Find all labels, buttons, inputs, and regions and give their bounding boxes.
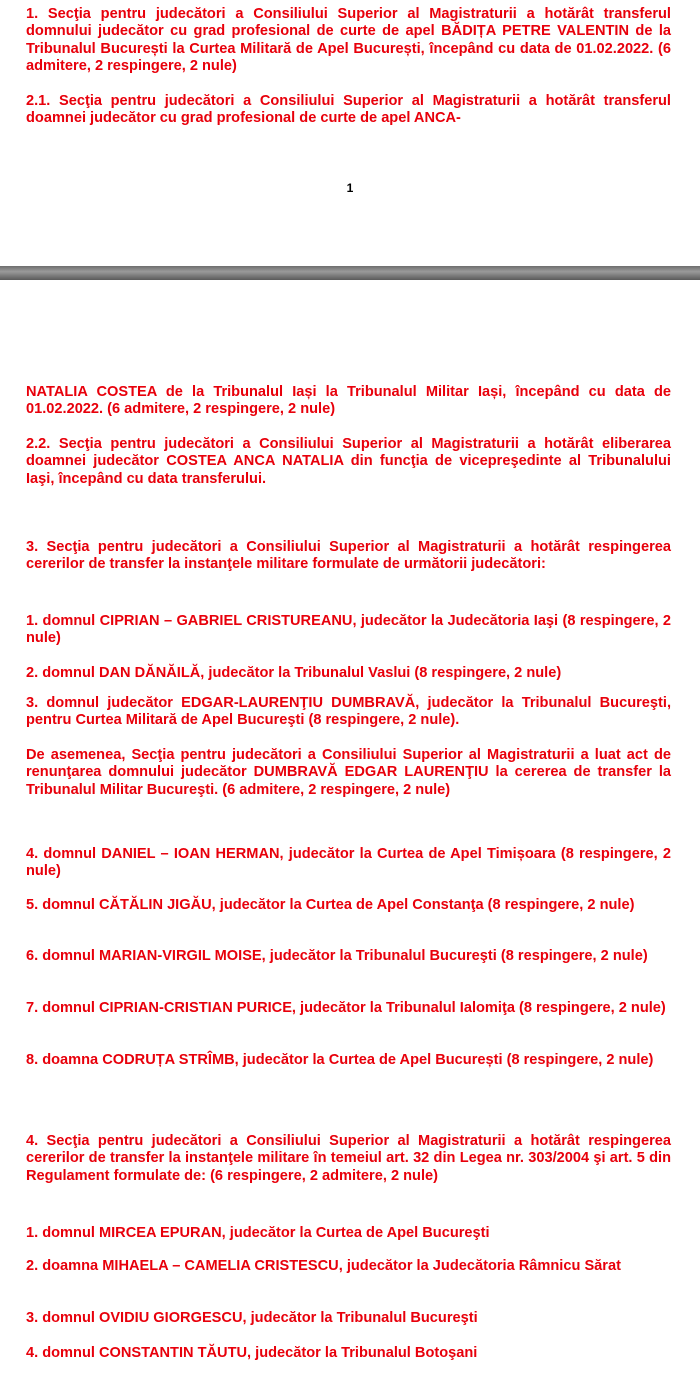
paragraph-2-1: 2.1. Secţia pentru judecători a Consiliului Superior al Magistraturii a hotărât transferul doamnei judecător cu grad profesional de curte de apel ANCA-	[26, 93, 671, 127]
paragraph-4: 4. Secţia pentru judecători a Consiliului Superior al Magistraturii a hotărât respingerea cererilor de transfer la instanţele militare în temeiul art. 32 din Legea nr. 303/2004 şi art. 5 din Regulament formulate de: (6 respingere, 2 admitere, 2 nule)	[26, 1133, 671, 1184]
document-page-2	[0, 280, 700, 1373]
paragraph-3-item-6: 6. domnul MARIAN-VIRGIL MOISE, judecător la Tribunalul Bucureşti (8 respingere, 2 nule)	[26, 948, 648, 964]
paragraph-2-2: 2.2. Secţia pentru judecători a Consiliului Superior al Magistraturii a hotărât eliberarea doamnei judecător COSTEA ANCA NATALIA din funcţia de vicepreşedinte al Tribunalului Iaşi, începând cu data transferului.	[26, 436, 671, 487]
paragraph-3-note: De asemenea, Secţia pentru judecători a Consiliului Superior al Magistraturii a luat act de renunţarea domnului judecător DUMBRAVĂ EDGAR LAURENŢIU la cererea de transfer la Tribunalul Militar Bucureşti. (6 admitere, 2 respingere, 2 nule)	[26, 747, 671, 798]
paragraph-3-item-4: 4. domnul DANIEL – IOAN HERMAN, judecător la Curtea de Apel Timișoara (8 respingere, 2 nule)	[26, 846, 671, 880]
paragraph-4-item-1: 1. domnul MIRCEA EPURAN, judecător la Curtea de Apel Bucureşti	[26, 1225, 490, 1241]
page-number: 1	[346, 181, 354, 195]
page-separator	[0, 266, 700, 280]
document-page-1	[0, 0, 700, 266]
paragraph-2-1-continued: NATALIA COSTEA de la Tribunalul Iași la Tribunalul Militar Iași, începând cu data de 01.02.2022. (6 admitere, 2 respingere, 2 nule)	[26, 384, 671, 418]
paragraph-1: 1. Secţia pentru judecători a Consiliului Superior al Magistraturii a hotărât transferul domnului judecător cu grad profesional de curte de apel BĂDIȚA PETRE VALENTIN de la Tribunalul București la Curtea Militară de Apel București, începând cu data de 01.02.2022. (6 admitere, 2 respingere, 2 nule)	[26, 6, 671, 74]
paragraph-3-item-7: 7. domnul CIPRIAN-CRISTIAN PURICE, judecător la Tribunalul Ialomiţa (8 respingere, 2 nule)	[26, 1000, 666, 1016]
paragraph-4-item-3: 3. domnul OVIDIU GIORGESCU, judecător la Tribunalul Bucureşti	[26, 1310, 478, 1326]
paragraph-3-item-5: 5. domnul CĂTĂLIN JIGĂU, judecător la Curtea de Apel Constanţa (8 respingere, 2 nule)	[26, 897, 635, 913]
paragraph-3-item-3: 3. domnul judecător EDGAR-LAURENŢIU DUMBRAVĂ, judecător la Tribunalul Bucureşti, pentru Curtea Militară de Apel Bucureşti (8 respingere, 2 nule).	[26, 695, 671, 729]
paragraph-3: 3. Secţia pentru judecători a Consiliului Superior al Magistraturii a hotărât respingerea cererilor de transfer la instanţele militare formulate de următorii judecători:	[26, 539, 671, 573]
paragraph-3-item-2: 2. domnul DAN DĂNĂILĂ, judecător la Tribunalul Vaslui (8 respingere, 2 nule)	[26, 665, 562, 681]
paragraph-4-item-2: 2. doamna MIHAELA – CAMELIA CRISTESCU, judecător la Judecătoria Râmnicu Sărat	[26, 1258, 621, 1274]
paragraph-3-item-1: 1. domnul CIPRIAN – GABRIEL CRISTUREANU, judecător la Judecătoria Iaşi (8 respingere, 2 nule)	[26, 613, 671, 647]
paragraph-3-item-8: 8. doamna CODRUȚA STRÎMB, judecător la Curtea de Apel București (8 respingere, 2 nule)	[26, 1052, 654, 1068]
paragraph-4-item-4: 4. domnul CONSTANTIN TĂUTU, judecător la Tribunalul Botoşani	[26, 1345, 478, 1361]
